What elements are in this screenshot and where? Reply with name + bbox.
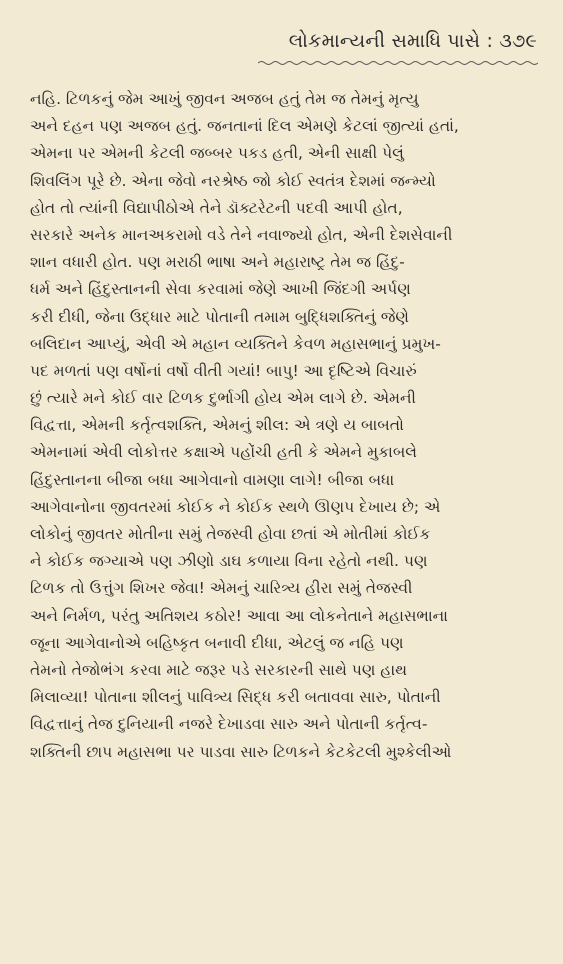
text-line: એમના પર એમની કેટલી જબ્બર પકડ હતી, એની સાક્ષી પેલું: [30, 144, 404, 163]
text-line: તેમનો તેજોભંગ કરવા માટે જરૂર પડે સરકારની સાથે પણ હાથ: [30, 660, 408, 679]
text-line: આગેવાનોના જીવતરમાં કોઈક ને કોઈક સ્થળે ઊણપ દેખાય છે; એ: [30, 497, 441, 516]
text-line: અને દહન પણ અજબ હતું. જનતાનાં દિલ એમણે કેટલાં જીત્યાં હતાં,: [30, 117, 459, 136]
text-line: નહિ. ટિળકનું જેમ આખું જીવન અજબ હતું તેમ જ તેમનું મૃત્યુ: [30, 90, 419, 108]
body-paragraph: [30, 86, 538, 766]
text-line: શક્તિની છાપ મહાસભા પર પાડવા સારુ ટિળકને કેટકેટલી મુશ્કેલીઓ: [30, 742, 452, 761]
text-line: જૂના આગેવાનોએ બહિષ્કૃત બનાવી દીધા, એટલું જ નહિ પણ: [30, 633, 404, 652]
text-line: પદ મળતાં પણ વર્ષોનાં વર્ષો વીતી ગયાં! બાપુ! આ દૃષ્ટિએ વિચારું: [30, 361, 417, 380]
text-line: એમનામાં એવી લોકોત્તર કક્ષાએ પહોંચી હતી કે એમને મુકાબલે: [30, 443, 418, 462]
text-line: હિંદુસ્તાનના બીજા બધા આગેવાનો વામણા લાગે! બીજા બધા: [30, 470, 395, 489]
text-line: હોત તો ત્યાંની વિદ્યાપીઠોએ તેને ડૉક્ટરેટની પદવી આપી હોત,: [30, 198, 403, 217]
text-line: વિદ્વત્તા, એમની કર્તૃત્વશક્તિ, એમનું શીલ: એ ત્રણે ય બાબતો: [30, 416, 404, 435]
text-line: અને નિર્મળ, પરંતુ અતિશય કઠોર! આવા આ લોકનેતાને મહાસભાના: [30, 606, 448, 625]
text-line: ને કોઈક જગ્યાએ પણ ઝીણો ડાઘ કળાયા વિના રહેતો નથી. પણ: [30, 552, 428, 571]
text-line: શાન વધારી હોત. પણ મરાઠી ભાષા અને મહારાષ્ટ્ર તેમ જ હિંદુ-: [30, 253, 405, 272]
text-line: મિલાવ્યા! પોતાના શીલનું પાવિત્ર્ય સિદ્ધ કરી બતાવવા સારુ, પોતાની: [30, 688, 441, 707]
text-line: ધર્મ અને હિંદુસ્તાનની સેવા કરવામાં જેણે આખી જિંદગી અર્પણ: [30, 280, 411, 299]
text-line: શિવલિંગ પૂરે છે. એના જેવો નરશ્રેષ્ઠ જો કોઈ સ્વતંત્ર દેશમાં જન્મ્યો: [30, 171, 436, 190]
text-line: વિદ્વત્તાનું તેજ દુનિયાની નજરે દેખાડવા સારુ અને પોતાની કર્તૃત્વ-: [30, 715, 428, 734]
text-line: છું ત્યારે મને કોઈ વાર ટિળક દુર્ભાગી હોય એમ લાગે છે. એમની: [30, 389, 416, 408]
text-line: સરકારે અનેક માનઅકરામો વડે તેને નવાજ્યો હોત, એની દેશસેવાની: [30, 225, 453, 244]
running-header: લોકમાન્યની સમાધિ પાસે : ૩૭૯: [288, 30, 537, 52]
text-line: કરી દીધી, જેના ઉદ્ધાર માટે પોતાની તમામ બુદ્ધિશક્તિનું જેણે: [30, 307, 409, 326]
text-line: લોકોનું જીવતર મોતીના સમું તેજસ્વી હોવા છતાં એ મોતીમાં કોઈક: [30, 525, 431, 543]
text-line: બલિદાન આપ્યું, એવી એ મહાન વ્યક્તિને કેવળ મહાસભાનું પ્રમુખ-: [30, 334, 441, 353]
text-line: ટિળક તો ઉત્તુંગ શિખર જેવા! એમનું ચારિત્ર્ય હીરા સમું તેજસ્વી: [30, 579, 413, 598]
header-wavy-rule: [258, 60, 538, 66]
